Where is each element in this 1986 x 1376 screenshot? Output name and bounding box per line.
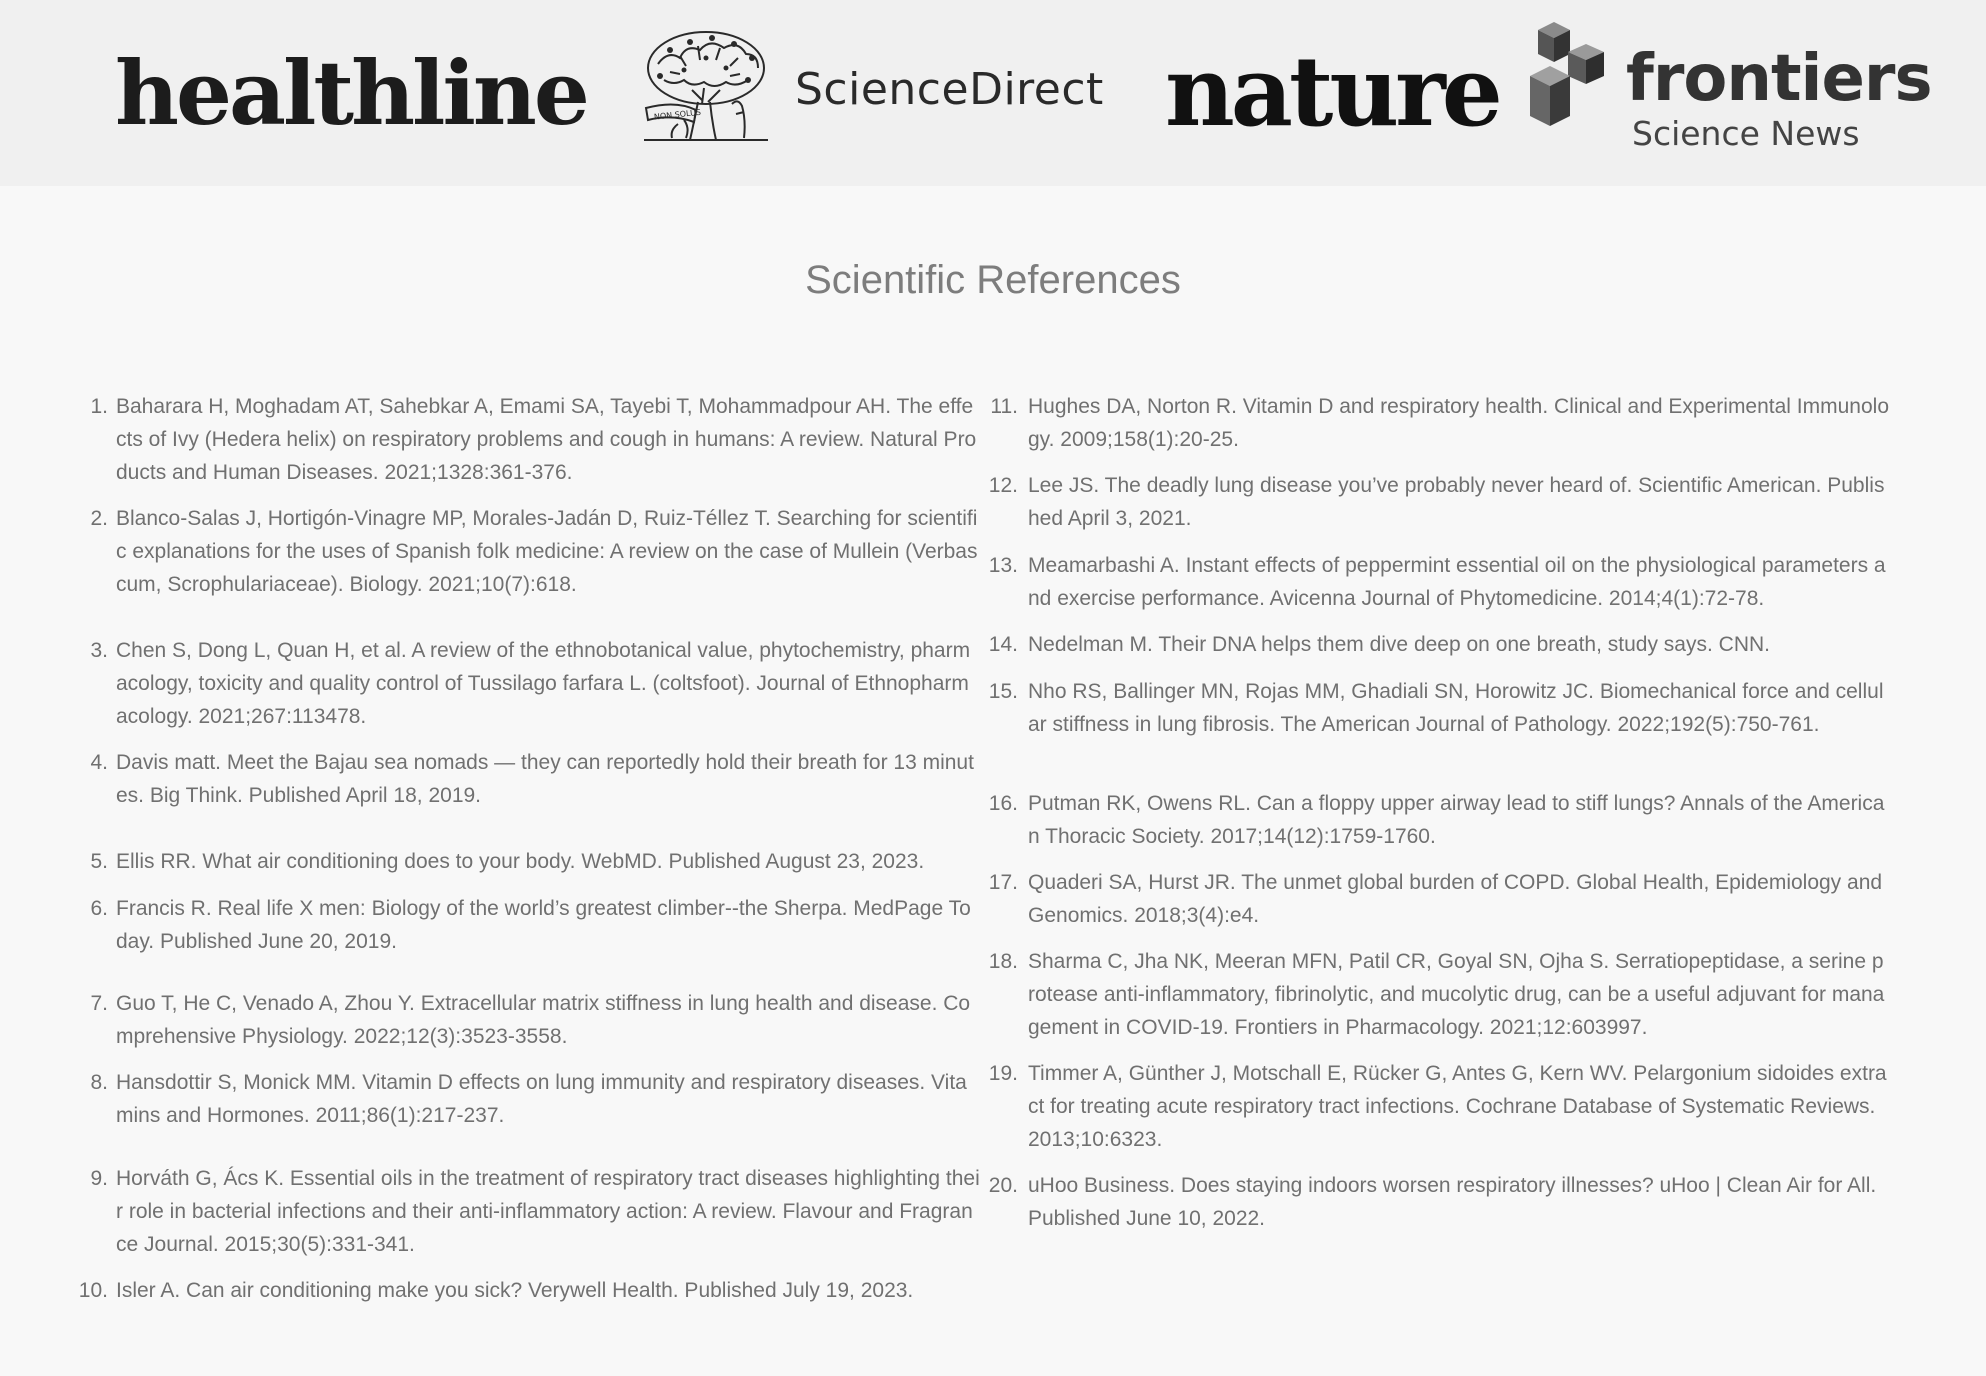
- reference-text: Ellis RR. What air conditioning does to your body. WebMD. Published August 23, 2023.: [116, 850, 925, 873]
- reference-text: Lee JS. The deadly lung disease you’ve probably never heard of. Scientific American. Published April 3, 2021.: [1028, 474, 1885, 530]
- reference-item: [990, 675, 1890, 741]
- reference-text: Blanco-Salas J, Hortigón-Vinagre MP, Morales-Jadán D, Ruiz-Téllez T. Searching for scientific explanations for the uses of Spanish folk medicine: A review on the case of Mullein (Verbascum, Scrophulariaceae). Biology. 2021;10(7):618.: [116, 507, 978, 596]
- reference-item: [0, 1162, 980, 1261]
- reference-item: [0, 1066, 980, 1132]
- frontiers-cubes-icon: [1528, 22, 1618, 132]
- reference-item: [0, 634, 980, 733]
- reference-item: [0, 746, 980, 812]
- reference-item: [0, 892, 980, 958]
- reference-text: Isler A. Can air conditioning make you sick? Verywell Health. Published July 19, 2023.: [116, 1279, 914, 1302]
- reference-item: [990, 469, 1890, 535]
- reference-number: 7.: [90, 992, 108, 1015]
- reference-number: 6.: [90, 897, 108, 920]
- reference-number: 10.: [78, 1279, 108, 1302]
- reference-number: 18.: [988, 950, 1018, 973]
- reference-number: 1.: [90, 395, 108, 418]
- reference-number: 19.: [988, 1062, 1018, 1085]
- reference-number: 2.: [90, 507, 108, 530]
- logo-bar: [0, 0, 1986, 186]
- frontiers-wordmark: frontiers: [1626, 42, 1932, 116]
- reference-number: 14.: [988, 633, 1018, 656]
- reference-number: 17.: [988, 871, 1018, 894]
- reference-item: [990, 549, 1890, 615]
- sciencedirect-logo: [640, 28, 1104, 148]
- reference-text: uHoo Business. Does staying indoors worsen respiratory illnesses? uHoo | Clean Air for All. Published June 10, 2022.: [1028, 1174, 1877, 1230]
- reference-text: Baharara H, Moghadam AT, Sahebkar A, Emami SA, Tayebi T, Mohammadpour AH. The effects of Ivy (Hedera helix) on respiratory problems and cough in humans: A review. Natural Products and Human Diseases. 2021;1328:361-376.: [116, 395, 977, 484]
- reference-number: 11.: [990, 395, 1018, 418]
- reference-number: 16.: [988, 792, 1018, 815]
- reference-number: 13.: [988, 554, 1018, 577]
- reference-number: 9.: [90, 1167, 108, 1190]
- reference-number: 4.: [90, 751, 108, 774]
- reference-text: Hughes DA, Norton R. Vitamin D and respiratory health. Clinical and Experimental Immunology. 2009;158(1):20-25.: [1028, 395, 1890, 451]
- reference-text: Horváth G, Ács K. Essential oils in the treatment of respiratory tract diseases highlighting their role in bacterial infections and their anti-inflammatory action: A review. Flavour and Fragrance Journal. 2015;30(5):331-341.: [116, 1167, 980, 1256]
- frontiers-subtitle: Science News: [1632, 114, 1860, 153]
- nature-logo: nature: [1165, 35, 1499, 148]
- reference-item: [0, 987, 980, 1053]
- reference-text: Meamarbashi A. Instant effects of peppermint essential oil on the physiological parameters and exercise performance. Avicenna Journal of Phytomedicine. 2014;4(1):72-78.: [1028, 554, 1886, 610]
- reference-number: 12.: [988, 474, 1018, 497]
- reference-item: [0, 1274, 980, 1307]
- reference-number: 3.: [90, 639, 108, 662]
- reference-text: Guo T, He C, Venado A, Zhou Y. Extracellular matrix stiffness in lung health and disease. Comprehensive Physiology. 2022;12(3):3523-3558.: [116, 992, 971, 1048]
- healthline-logo: healthline: [115, 41, 587, 145]
- reference-item: [990, 945, 1890, 1044]
- reference-item: [0, 390, 980, 489]
- reference-item: [990, 1169, 1890, 1235]
- reference-text: Francis R. Real life X men: Biology of the world’s greatest climber--the Sherpa. MedPage Today. Published June 20, 2019.: [116, 897, 971, 953]
- reference-text: Nho RS, Ballinger MN, Rojas MM, Ghadiali SN, Horowitz JC. Biomechanical force and cellular stiffness in lung fibrosis. The American Journal of Pathology. 2022;192(5):750-761.: [1028, 680, 1884, 736]
- reference-item: [990, 1057, 1890, 1156]
- reference-text: Sharma C, Jha NK, Meeran MFN, Patil CR, Goyal SN, Ojha S. Serratiopeptidase, a serine protease anti-inflammatory, fibrinolytic, and mucolytic drug, can be a useful adjuvant for management in COVID-19. Frontiers in Pharmacology. 2021;12:603997.: [1028, 950, 1885, 1039]
- reference-text: Timmer A, Günther J, Motschall E, Rücker G, Antes G, Kern WV. Pelargonium sidoides extract for treating acute respiratory tract infections. Cochrane Database of Systematic Reviews. 2013;10:6323.: [1028, 1062, 1887, 1151]
- reference-text: Davis matt. Meet the Bajau sea nomads — they can reportedly hold their breath for 13 minutes. Big Think. Published April 18, 2019.: [116, 751, 974, 807]
- reference-item: [990, 390, 1890, 456]
- reference-text: Chen S, Dong L, Quan H, et al. A review of the ethnobotanical value, phytochemistry, pharmacology, toxicity and quality control of Tussilago farfara L. (coltsfoot). Journal of Ethnopharmacology. 2021;267:113478.: [116, 639, 971, 728]
- reference-item: [990, 628, 1890, 661]
- reference-text: Putman RK, Owens RL. Can a floppy upper airway lead to stiff lungs? Annals of the American Thoracic Society. 2017;14(12):1759-1760.: [1028, 792, 1885, 848]
- reference-text: Hansdottir S, Monick MM. Vitamin D effects on lung immunity and respiratory diseases. Vitamins and Hormones. 2011;86(1):217-237.: [116, 1071, 967, 1127]
- page-title: Scientific References: [805, 258, 1181, 302]
- reference-number: 5.: [90, 850, 108, 873]
- elsevier-tree-icon: [640, 28, 772, 148]
- reference-item: [0, 502, 980, 601]
- reference-number: 8.: [90, 1071, 108, 1094]
- reference-item: [990, 866, 1890, 932]
- reference-item: [0, 845, 980, 878]
- reference-number: 20.: [988, 1174, 1018, 1197]
- reference-item: [990, 787, 1890, 853]
- sd-emblem-text: NON SOLUS: [653, 107, 702, 122]
- reference-number: 15.: [988, 680, 1018, 703]
- frontiers-logo: [1528, 22, 1968, 162]
- sciencedirect-wordmark: ScienceDirect: [795, 64, 1104, 115]
- reference-text: Nedelman M. Their DNA helps them dive deep on one breath, study says. CNN.: [1028, 633, 1770, 656]
- reference-text: Quaderi SA, Hurst JR. The unmet global burden of COPD. Global Health, Epidemiology and Genomics. 2018;3(4):e4.: [1028, 871, 1883, 927]
